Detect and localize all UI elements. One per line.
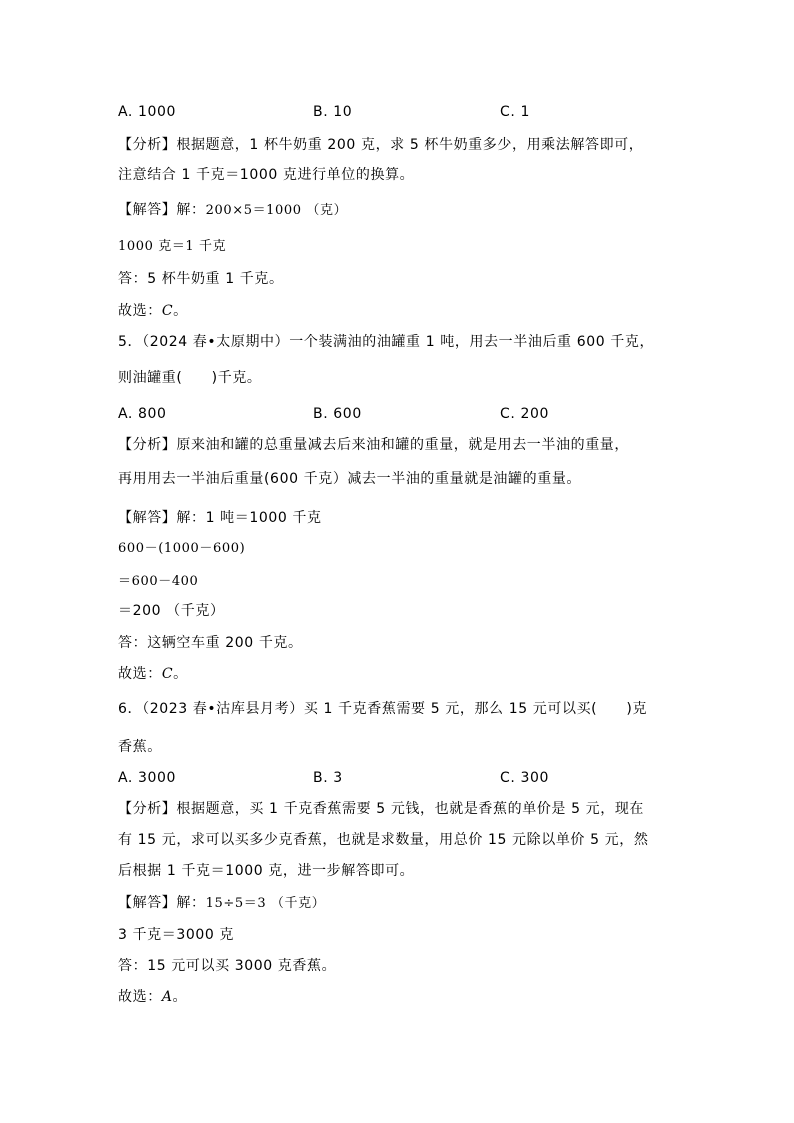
q4-step-1: 1000 克＝1 千克 [118, 239, 227, 254]
q4-choice-suffix: 。 [173, 303, 188, 319]
q4-option-a: A. 1000 [118, 104, 177, 120]
q5-step-3: ＝200 （千克） [118, 603, 225, 619]
q4-solution [118, 201, 347, 220]
q4-solution-expression: 200×5＝1000 （克） [205, 203, 348, 218]
q6-analysis-line-2: 有 15 元，求可以买多少克香蕉，也就是求数量，用总价 15 元除以单价 5 元，然 [118, 832, 649, 848]
q5-step-2: ＝600－400 [118, 574, 199, 589]
q6-solution-label: 【解答】解： [118, 895, 206, 911]
q4-solution-label: 【解答】解： [118, 202, 206, 218]
q5-answer: 答：这辆空车重 200 千克。 [118, 635, 303, 651]
q5-option-b: B. 600 [313, 406, 362, 422]
q5-step-1: 600－(1000－600) [118, 541, 246, 556]
q4-analysis-line-1: 【分析】根据题意，1 杯牛奶重 200 克，求 5 杯牛奶重多少，用乘法解答即可， [118, 137, 644, 153]
q5-option-c: C. 200 [500, 406, 549, 422]
q4-choice-prefix: 故选： [118, 303, 162, 319]
q6-solution [118, 894, 325, 913]
q6-choice-letter: A [161, 989, 173, 1005]
q4-option-c: C. 1 [500, 104, 530, 120]
q5-choice-prefix: 故选： [118, 666, 162, 682]
q6-option-c: C. 300 [500, 770, 549, 786]
q5-stem-line-1: 5．（2024 春•太原期中）一个装满油的油罐重 1 吨，用去一半油后重 600 千克， [118, 334, 655, 350]
q4-option-b: B. 10 [313, 104, 353, 120]
q4-answer: 答：5 杯牛奶重 1 千克。 [118, 271, 284, 287]
q6-step-1: 3 千克＝3000 克 [118, 927, 235, 943]
q4-analysis-line-2: 注意结合 1 千克＝1000 克进行单位的换算。 [118, 167, 415, 183]
q6-analysis-line-3: 后根据 1 千克＝1000 克，进一步解答即可。 [118, 863, 415, 879]
q5-analysis-line-2: 再用用去一半油后重量(600 千克）减去一半油的重量就是油罐的重量。 [118, 471, 582, 487]
q6-answer: 答：15 元可以买 3000 克香蕉。 [118, 958, 337, 974]
q6-option-a: A. 3000 [118, 770, 177, 786]
q4-choice-letter: C [161, 303, 174, 319]
q4-choice [118, 302, 188, 320]
q5-stem-line-2: 则油罐重( )千克。 [118, 370, 262, 386]
q6-choice-prefix: 故选： [118, 989, 162, 1005]
q5-option-a: A. 800 [118, 406, 167, 422]
q6-stem-line-1: 6．（2023 春•沽库县月考）买 1 千克香蕉需要 5 元，那么 15 元可以买( )克 [118, 701, 648, 717]
q6-option-b: B. 3 [313, 770, 343, 786]
q5-choice-suffix: 。 [173, 666, 188, 682]
q6-analysis-line-1: 【分析】根据题意，买 1 千克香蕉需要 5 元钱，也就是香蕉的单价是 5 元，现在 [118, 801, 645, 817]
q5-analysis-line-1: 【分析】原来油和罐的总重量减去后来油和罐的重量，就是用去一半油的重量， [118, 437, 629, 453]
q6-choice-suffix: 。 [172, 989, 188, 1005]
q6-stem-line-2: 香蕉。 [118, 739, 162, 755]
q5-choice [118, 665, 188, 683]
q5-choice-letter: C [161, 666, 174, 682]
q6-solution-expression: 15÷5＝3 （千克） [205, 896, 326, 911]
q5-solution: 【解答】解：1 吨＝1000 千克 [118, 510, 322, 526]
q6-choice [118, 988, 187, 1006]
